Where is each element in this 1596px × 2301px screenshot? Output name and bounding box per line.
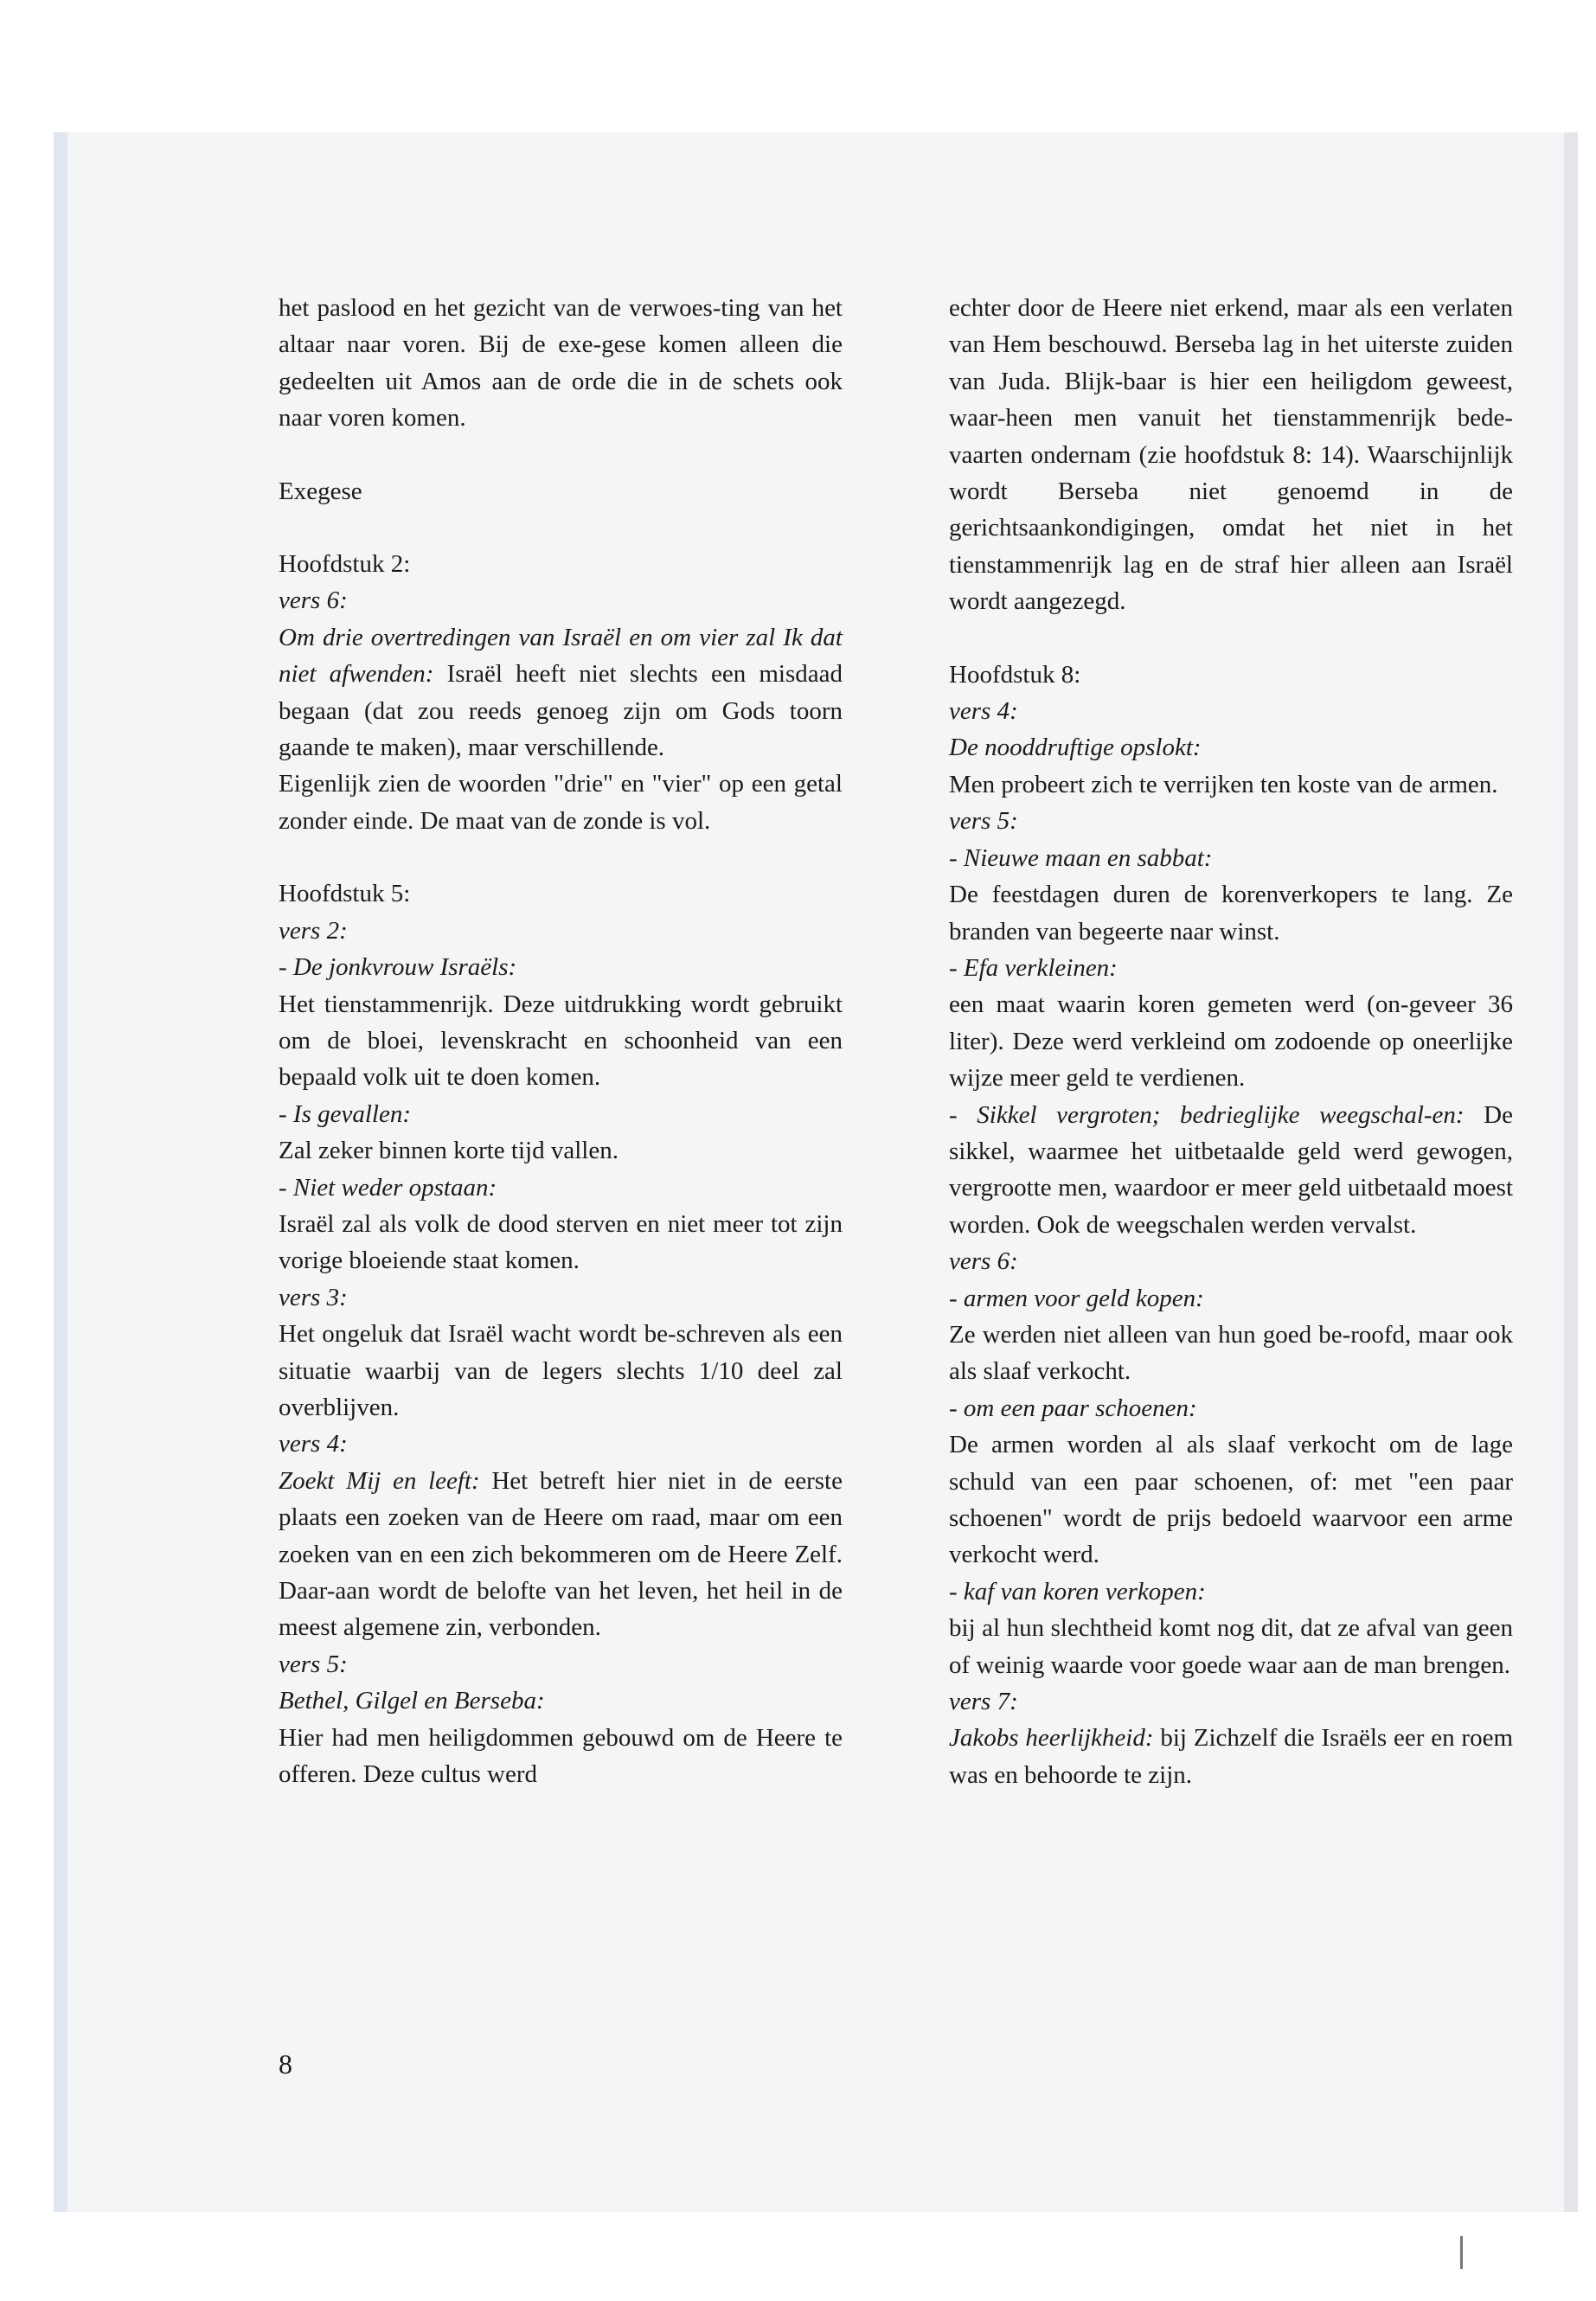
page-left-edge <box>54 132 67 2212</box>
chapter-label: Hoofdstuk 8: <box>949 660 1081 689</box>
paragraph: Zal zeker binnen korte tijd vallen. <box>279 1137 619 1165</box>
paragraph: De feestdagen duren de korenverkopers te lang. Ze branden van begeerte naar winst. <box>949 881 1513 945</box>
paragraph: Het ongeluk dat Israël wacht wordt be-schreven als een situatie waarbij van de legers slechts 1/10 deel zal overblijven. <box>279 1320 843 1421</box>
intro-paragraph: het paslood en het gezicht van de verwoes-ting van het altaar naar voren. Bij de exe-gese komen alleen die gedeelten uit Amos aan de orde die in de schets ook naar voren komen. <box>279 294 843 433</box>
text: Het betreft hier niet in de eerste plaats een zoeken van de Heere om raad, maar om een zoeken van en een zich bekommeren om de Heere Zelf. Daar-aan wordt de belofte van het leven, het heil in de meest algemene zin, verbonden. <box>279 1466 843 1642</box>
paragraph: Hier had men heiligdommen gebouwd om de Heere te offeren. Deze cultus werd <box>279 1723 843 1789</box>
left-column <box>279 290 843 1792</box>
paragraph: Israël zal als volk de dood sterven en niet meer tot zijn vorige bloeiende staat komen. <box>279 1209 843 1275</box>
verse-label: vers 7: <box>949 1688 1018 1716</box>
quote: - armen voor geld kopen: <box>949 1284 1204 1312</box>
verse-label: vers 5: <box>279 1650 348 1678</box>
paragraph: Men probeert zich te verrijken ten koste van de armen. <box>949 770 1498 798</box>
verse-label: vers 2: <box>279 916 348 945</box>
paragraph: Ze werden niet alleen van hun goed be-roofd, maar ook als slaaf verkocht. <box>949 1320 1513 1386</box>
paragraph: bij al hun slechtheid komt nog dit, dat ze afval van geen of weinig waarde voor goede waar aan de man brengen. <box>949 1614 1513 1679</box>
paragraph: een maat waarin koren gemeten werd (on-geveer 36 liter). Deze werd verkleind om zodoende op oneerlijke wijze meer geld te verdienen. <box>949 990 1513 1093</box>
quote: Zoekt Mij en leeft: <box>279 1466 480 1495</box>
text: Israël heeft niet slechts een misdaad begaan (dat zou reeds genoeg zijn om Gods toorn gaande te maken), maar verschillende. <box>279 660 843 762</box>
quote: - kaf van koren verkopen: <box>949 1577 1206 1606</box>
verse-label: vers 4: <box>949 697 1018 726</box>
paragraph: Eigenlijk zien de woorden "drie" en "vier" op een getal zonder einde. De maat van de zonde is vol. <box>279 770 843 835</box>
quote: - De jonkvrouw Israëls: <box>279 953 517 982</box>
scan-mark <box>1460 2236 1463 2269</box>
verse-label: vers 6: <box>279 586 348 615</box>
chapter-label: Hoofdstuk 5: <box>279 880 411 908</box>
verse-paragraph <box>279 1463 843 1646</box>
verse-paragraph <box>279 619 843 766</box>
page-right-edge <box>1564 132 1578 2212</box>
paragraph: Het tienstammenrijk. Deze uitdrukking wordt gebruikt om de bloei, levenskracht en schoonheid van een bepaald volk uit te doen komen. <box>279 990 843 1092</box>
right-column <box>949 290 1513 1793</box>
verse-label: vers 6: <box>949 1247 1018 1276</box>
paragraph: De armen worden al als slaaf verkocht om de lage schuld van een paar schoenen, of: met "een paar schoenen" wordt de prijs bedoeld waarvoor een arme verkocht werd. <box>949 1431 1513 1569</box>
verse-label: vers 3: <box>279 1283 348 1311</box>
text: bij Zichzelf die Israëls eer en roem was en behoorde te zijn. <box>949 1724 1513 1789</box>
quote: De nooddruftige opslokt: <box>949 734 1202 762</box>
text: De sikkel, waarmee het uitbetaalde geld werd gewogen, vergrootte men, waardoor er meer geld uitbetaald moest worden. Ook de weegschalen werden vervalst. <box>949 1100 1513 1239</box>
chapter-label: Hoofdstuk 2: <box>279 550 411 579</box>
page-number: 8 <box>279 2048 292 2080</box>
paragraph: echter door de Heere niet erkend, maar als een verlaten van Hem beschouwd. Berseba lag in het uiterste zuiden van Juda. Blijk-baar is hier een heiligdom geweest, waar-heen men vanuit het tienstammenrijk bede-vaarten ondernam (zie hoofdstuk 8: 14). Waarschijnlijk wordt Berseba niet genoemd in de gerichtsaankondigingen, omdat het niet in het tienstammenrijk lag en de straf hier alleen aan Israël wordt aangezegd. <box>949 294 1513 616</box>
verse-label: vers 5: <box>949 807 1018 836</box>
quote: Bethel, Gilgel en Berseba: <box>279 1687 545 1715</box>
verse-paragraph <box>949 1720 1513 1793</box>
verse-paragraph <box>949 1097 1513 1244</box>
quote: Jakobs heerlijkheid: <box>949 1724 1154 1753</box>
quote: - Is gevallen: <box>279 1099 411 1128</box>
section-heading: Exegese <box>279 477 362 505</box>
quote: - Efa verkleinen: <box>949 953 1118 982</box>
quote: - Nieuwe maan en sabbat: <box>949 843 1213 872</box>
verse-label: vers 4: <box>279 1430 348 1458</box>
quote: - Niet weder opstaan: <box>279 1173 497 1202</box>
quote: Om drie overtredingen van Israël en om vier zal Ik dat niet afwenden: <box>279 623 843 689</box>
quote: - om een paar schoenen: <box>949 1394 1197 1422</box>
quote: - Sikkel vergroten; bedrieglijke weegschal-en: <box>949 1100 1465 1129</box>
